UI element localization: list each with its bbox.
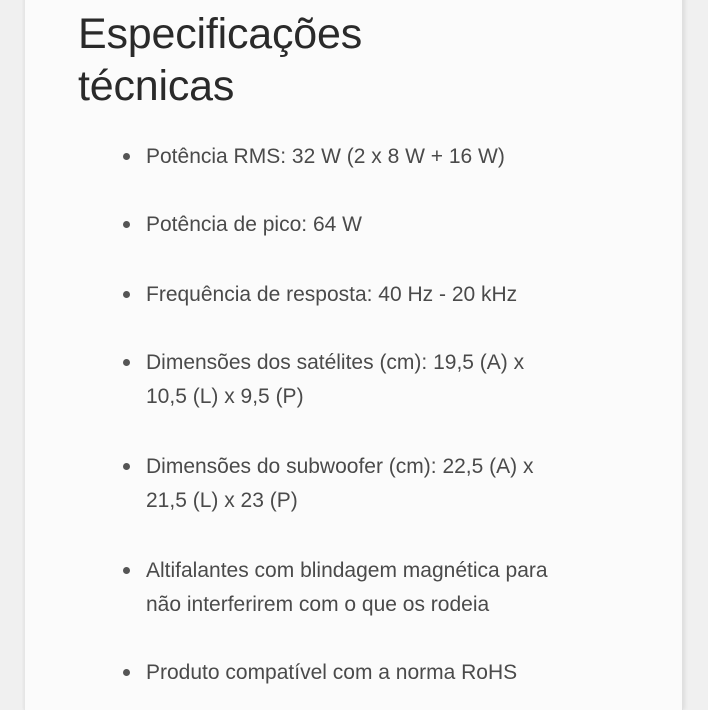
bullet-icon bbox=[123, 153, 130, 160]
spec-line: Dimensões dos satélites (cm): 19,5 (A) x bbox=[146, 351, 525, 374]
bullet-icon bbox=[123, 359, 130, 366]
spec-item-peak-power bbox=[146, 208, 646, 242]
bullet-icon bbox=[123, 463, 130, 470]
spec-line: Altifalantes com blindagem magnética para bbox=[146, 559, 548, 582]
bullet-icon bbox=[123, 567, 130, 574]
page-title bbox=[78, 8, 362, 112]
spec-line: 10,5 (L) x 9,5 (P) bbox=[146, 385, 304, 408]
spec-line: Potência RMS: 32 W (2 x 8 W + 16 W) bbox=[146, 145, 505, 168]
spec-line: Frequência de resposta: 40 Hz - 20 kHz bbox=[146, 283, 518, 306]
spec-item-subwoofer-dimensions bbox=[146, 450, 646, 518]
spec-line: Potência de pico: 64 W bbox=[146, 213, 362, 236]
bullet-icon bbox=[123, 291, 130, 298]
spec-item-magnetic-shielding bbox=[146, 554, 646, 622]
spec-line: Dimensões do subwoofer (cm): 22,5 (A) x bbox=[146, 455, 534, 478]
spec-line: Produto compatível com a norma RoHS bbox=[146, 661, 518, 684]
spec-item-rms-power bbox=[146, 140, 646, 174]
spec-item-satellite-dimensions bbox=[146, 346, 646, 414]
title-line-1: Especificações bbox=[78, 10, 363, 58]
bullet-icon bbox=[123, 669, 130, 676]
spec-item-rohs bbox=[146, 656, 646, 690]
spec-line: não interferirem com o que os rodeia bbox=[146, 593, 490, 616]
spec-item-frequency-response bbox=[146, 278, 646, 312]
title-line-2: técnicas bbox=[78, 62, 235, 110]
bullet-icon bbox=[123, 221, 130, 228]
spec-line: 21,5 (L) x 23 (P) bbox=[146, 489, 298, 512]
